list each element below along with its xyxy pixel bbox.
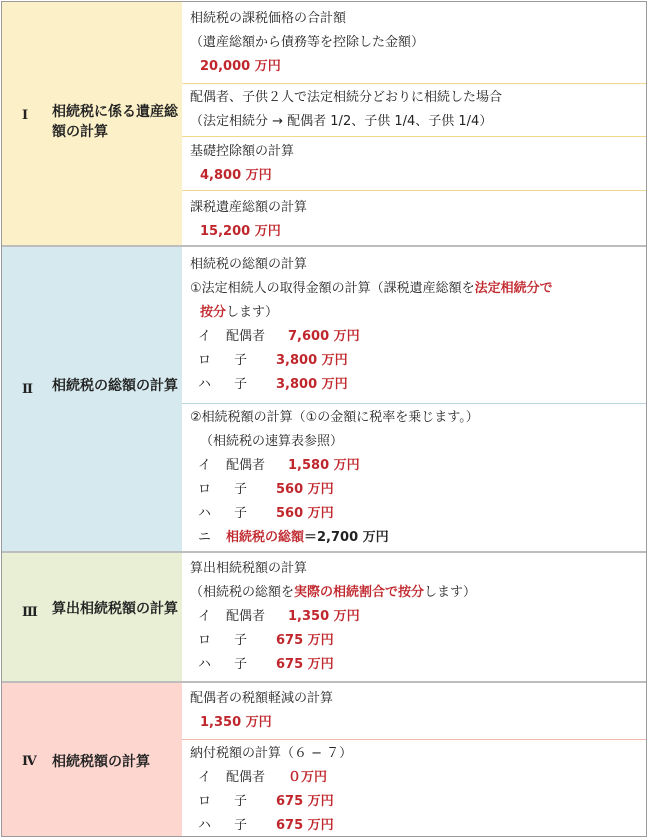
item-inheritance-tax-amount [182, 403, 646, 553]
row-marker: ロ [198, 633, 212, 648]
amount-row [190, 605, 646, 629]
row-amount: 675 万円 [276, 633, 334, 648]
row-amount: 1,350 万円 [288, 609, 360, 624]
row-amount: 675 万円 [276, 818, 334, 833]
section-4-numeral: Ⅳ [22, 754, 37, 769]
amount-row [190, 653, 646, 677]
item-subheading [190, 277, 646, 301]
amount-row [190, 478, 646, 502]
item-spouse-tax-reduction [182, 687, 646, 739]
row-marker: ハ [198, 506, 212, 521]
amount-row [190, 629, 646, 653]
row-heir: 子 [234, 657, 248, 672]
row-amount: 675 万円 [276, 794, 334, 809]
item-heading: 算出相続税額の計算 [190, 561, 308, 576]
amount-row [190, 502, 646, 526]
row-heir: 配偶者 [226, 609, 266, 624]
item-value: 20,000 万円 [200, 59, 281, 74]
section-4-header [2, 683, 182, 837]
section-3-title: 算出相続税額の計算 [52, 601, 178, 617]
section-1-numeral: Ⅰ [22, 108, 29, 123]
row-amount: 3,800 万円 [276, 377, 348, 392]
row-amount: 1,580 万円 [288, 458, 360, 473]
amount-row [190, 454, 646, 478]
row-marker: ハ [198, 377, 212, 392]
section-1-header [2, 2, 182, 245]
note-emphasis: 実際の相続割合で按分 [294, 585, 425, 600]
row-marker: ロ [198, 794, 212, 809]
row-heir: 配偶者 [226, 770, 266, 785]
subheading-emphasis: 按分 [200, 305, 227, 320]
item-taxable-value-total [182, 7, 646, 83]
amount-row [190, 766, 646, 790]
row-heir: 子 [234, 818, 248, 833]
note-text: します） [424, 585, 477, 600]
section-3-content [182, 553, 646, 683]
section-2-header [2, 247, 182, 553]
item-computed-tax-calculation [182, 557, 646, 681]
item-value: 4,800 万円 [200, 168, 272, 183]
section-4 [2, 681, 646, 837]
total-value: ＝2,700 万円 [304, 530, 389, 545]
item-subheading-cont [190, 301, 646, 325]
item-payable-tax [182, 739, 646, 837]
amount-row [190, 349, 646, 373]
section-2 [2, 245, 646, 553]
item-note: （相続税の速算表参照） [200, 434, 344, 449]
amount-row [190, 814, 646, 837]
row-amount: 7,600 万円 [288, 329, 360, 344]
item-note: （法定相続分 → 配偶者 1/2、子供 1/4、子供 1/4） [190, 114, 493, 129]
item-heading: 配偶者、子供２人で法定相続分どおりに相続した場合 [190, 90, 503, 105]
row-marker: ハ [198, 818, 212, 833]
amount-row [190, 373, 646, 397]
section-4-title: 相続税額の計算 [52, 754, 150, 770]
item-heading: ②相続税額の計算（①の金額に税率を乗じます。） [190, 410, 479, 425]
item-heading: 基礎控除額の計算 [190, 144, 295, 159]
row-marker: ロ [198, 482, 212, 497]
total-label: 相続税の総額 [226, 530, 305, 545]
amount-row [190, 790, 646, 814]
item-note: （遺産総額から債務等を控除した金額） [190, 35, 425, 50]
subheading-text: します） [226, 305, 279, 320]
section-3-header [2, 553, 182, 683]
item-heading: 納付税額の計算（６ − ７） [190, 746, 353, 761]
amount-row [190, 325, 646, 349]
section-1-content [182, 2, 646, 245]
item-statutory-share-case [182, 83, 646, 136]
row-heir: 子 [234, 506, 248, 521]
row-marker: ニ [198, 530, 212, 545]
item-heading: 相続税の総額の計算 [190, 257, 308, 272]
item-heading: 相続税の課税価格の合計額 [190, 11, 347, 26]
section-2-content [182, 247, 646, 553]
row-heir: 子 [234, 377, 248, 392]
section-2-numeral: Ⅱ [22, 382, 33, 397]
tax-calculation-table [1, 1, 647, 837]
total-row [190, 526, 646, 550]
subheading-text: ①法定相続人の取得金額の計算（課税遺産総額を [190, 281, 475, 296]
row-marker: ロ [198, 353, 212, 368]
row-marker: イ [198, 329, 212, 344]
row-amount: ０万円 [288, 770, 328, 785]
section-4-content [182, 683, 646, 837]
item-heading: 課税遺産総額の計算 [190, 200, 308, 215]
row-heir: 子 [234, 794, 248, 809]
section-3 [2, 551, 646, 683]
item-note [190, 581, 646, 605]
row-marker: ハ [198, 657, 212, 672]
row-amount: 560 万円 [276, 482, 334, 497]
item-value: 1,350 万円 [200, 715, 272, 730]
row-marker: イ [198, 609, 212, 624]
section-1-title: 相続税に係る遺産総額の計算 [52, 104, 178, 140]
row-marker: イ [198, 458, 212, 473]
item-taxable-estate-total [182, 190, 646, 245]
section-2-title: 相続税の総額の計算 [52, 378, 178, 394]
row-amount: 3,800 万円 [276, 353, 348, 368]
item-basic-deduction [182, 136, 646, 190]
row-heir: 配偶者 [226, 458, 266, 473]
section-3-numeral: Ⅲ [22, 605, 38, 620]
row-marker: イ [198, 770, 212, 785]
item-total-tax-calculation [182, 253, 646, 403]
subheading-emphasis: 法定相続分で [474, 281, 553, 296]
row-heir: 子 [234, 482, 248, 497]
item-value: 15,200 万円 [200, 224, 281, 239]
note-text: （相続税の総額を [190, 585, 295, 600]
item-heading: 配偶者の税額軽減の計算 [190, 691, 334, 706]
row-heir: 子 [234, 353, 248, 368]
row-heir: 配偶者 [226, 329, 266, 344]
row-heir: 子 [234, 633, 248, 648]
row-amount: 560 万円 [276, 506, 334, 521]
row-amount: 675 万円 [276, 657, 334, 672]
section-1 [2, 2, 646, 245]
